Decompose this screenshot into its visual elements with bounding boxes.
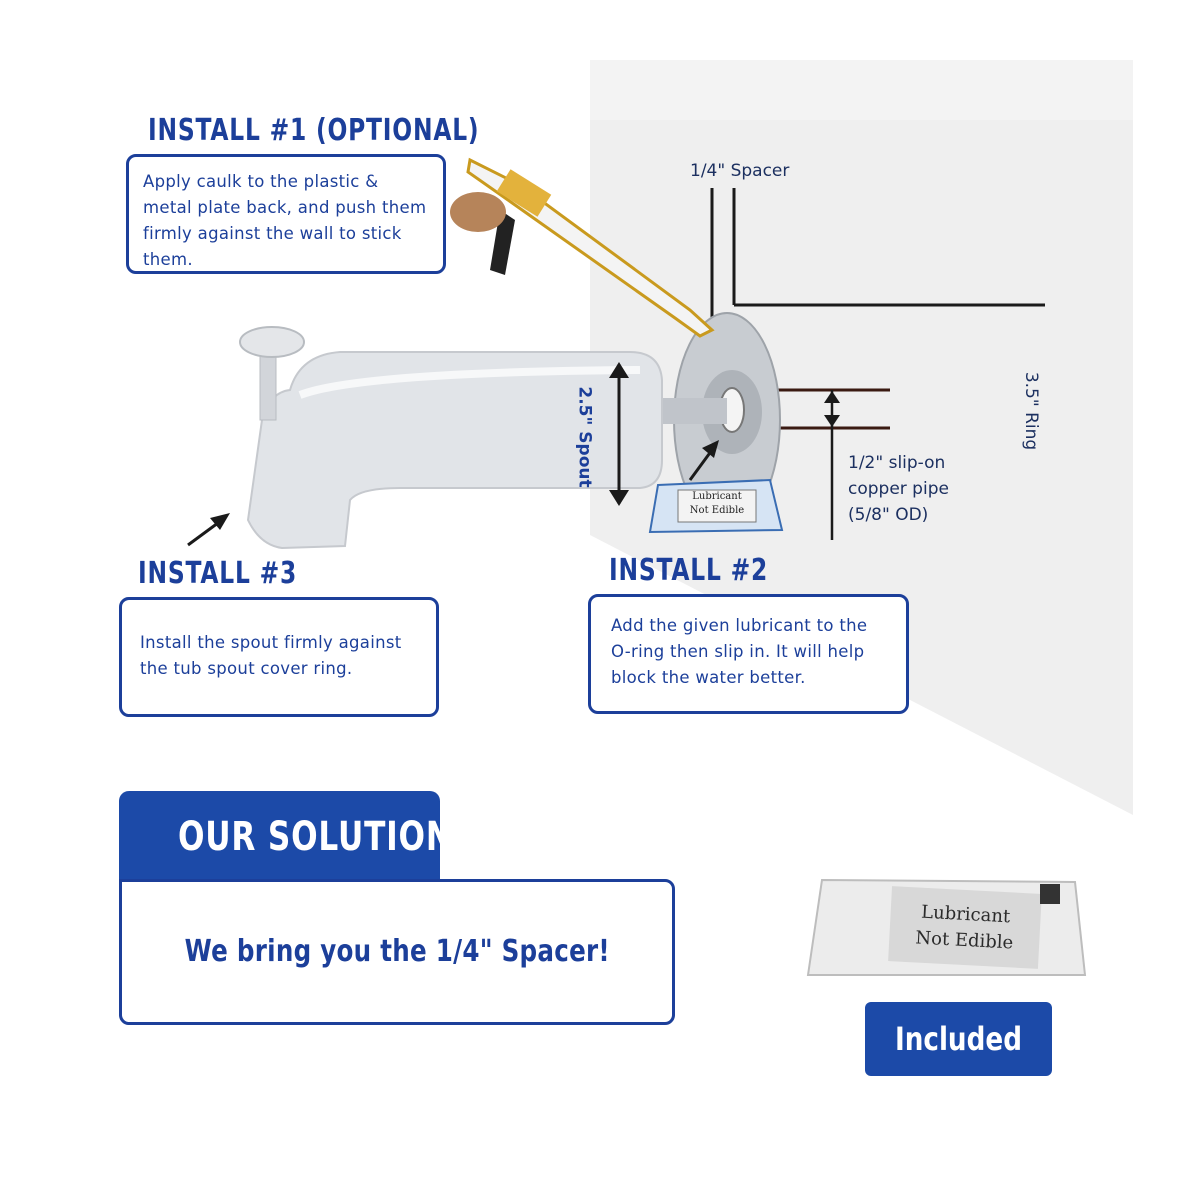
wall-shading (590, 60, 1133, 120)
pipe (655, 398, 727, 424)
pipe-label-line1: 1/2" slip-on (848, 453, 946, 473)
included-badge (865, 1002, 1052, 1076)
install1-heading: INSTALL #1 (OPTIONAL) (148, 113, 480, 148)
install1-text: Apply caulk to the plastic & metal plate back, and push them firmly against the wall to stick them. (143, 172, 427, 269)
ring-label: 3.5" Ring (1021, 371, 1042, 451)
packet-small-line2: Not Edible (689, 505, 745, 516)
pipe-label-line3: (5/8" OD) (848, 505, 929, 525)
install3-box (119, 597, 439, 717)
included-label: Included (894, 1020, 1023, 1058)
pipe-label (848, 450, 949, 528)
packet-large-line1: Lubricant (920, 901, 1011, 928)
install3-text: Install the spout firmly against the tub spout cover ring. (140, 633, 402, 678)
packet-large-line2: Not Edible (914, 927, 1014, 954)
diverter-knob (240, 327, 304, 357)
diverter-stem (260, 350, 276, 420)
pipe-label-line2: copper pipe (848, 479, 949, 499)
install3-heading: INSTALL #3 (138, 556, 298, 591)
spout-label: 2.5" Spout (574, 386, 595, 488)
install2-text: Add the given lubricant to the O-ring then slip in. It will help block the water better. (611, 616, 868, 687)
solution-text: We bring you the 1/4" Spacer! (184, 934, 610, 969)
install2-box (588, 594, 909, 714)
spacer-label: 1/4" Spacer (690, 161, 790, 181)
packet-small-line1: Lubricant (692, 491, 742, 502)
packet-large-label (889, 898, 1042, 958)
install2-heading: INSTALL #2 (609, 553, 769, 588)
solution-heading: OUR SOLUTION (178, 814, 453, 860)
packet-small-label (678, 490, 756, 518)
solution-box (119, 879, 675, 1025)
install1-box (126, 154, 446, 274)
